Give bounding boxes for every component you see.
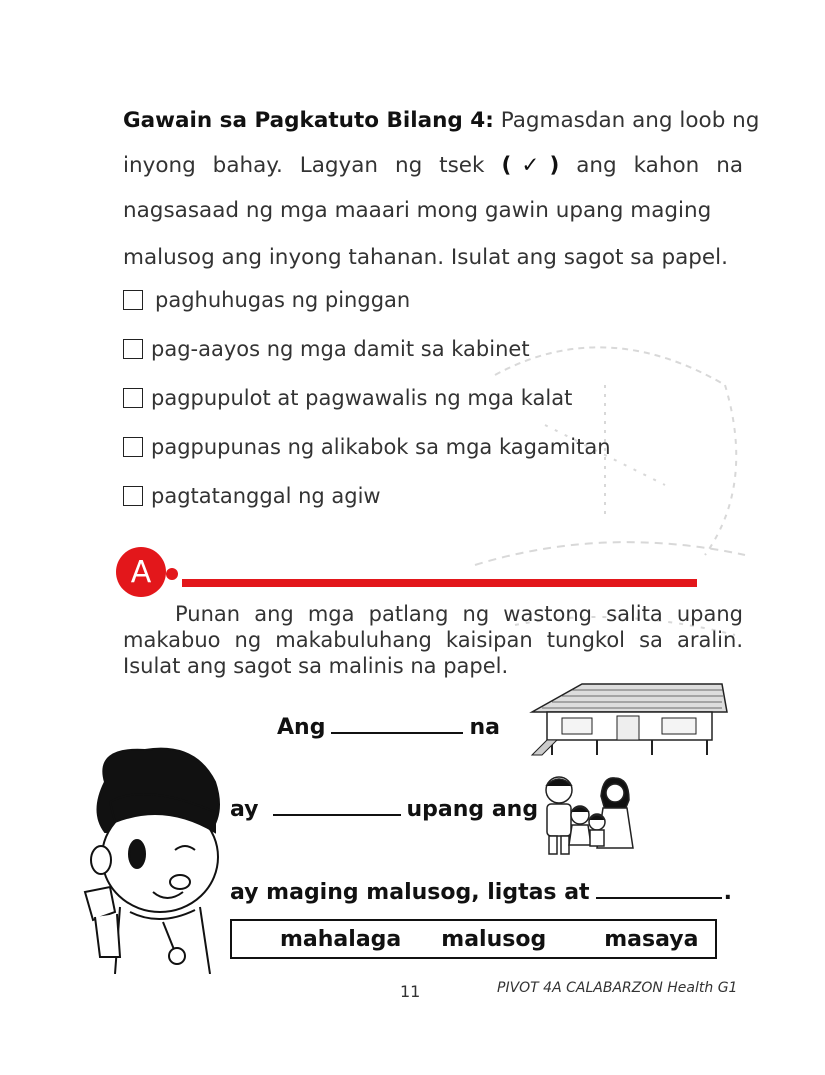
- checklist-item[interactable]: [123, 334, 530, 364]
- footer-source: PIVOT 4A CALABARZON Health G1: [497, 980, 738, 996]
- checklist-item[interactable]: [123, 383, 572, 413]
- checklist-label: paghuhugas ng pinggan: [155, 288, 411, 312]
- instructions-line-1: Punan ang mga patlang ng wastong salita upang: [175, 602, 743, 626]
- section-letter: A: [130, 554, 152, 590]
- instructions: [123, 601, 743, 679]
- word-bank-item: malusog: [441, 926, 547, 952]
- sentence-line-2: [230, 796, 538, 822]
- section-dot: [166, 568, 178, 580]
- check-mark-symbol: (✓): [501, 153, 560, 178]
- instructions-line-3: Isulat ang sagot sa malinis na papel.: [123, 654, 509, 678]
- answer-blank-2[interactable]: [273, 796, 401, 816]
- activity-line-3: nagsasaad ng mga maaari mong gawin upang maging: [123, 198, 712, 223]
- word-bank-item: masaya: [604, 926, 699, 952]
- checkbox[interactable]: [123, 339, 143, 359]
- sentence-part1-b: na: [469, 715, 500, 740]
- activity-line-4: malusog ang inyong tahanan. Isulat ang sagot sa papel.: [123, 245, 728, 270]
- sentence-part2-a: ay: [230, 797, 259, 822]
- word-bank-item: mahalaga: [280, 926, 402, 952]
- family-illustration: [535, 770, 640, 858]
- checklist-label: pagtatanggal ng agiw: [151, 484, 381, 508]
- answer-blank-3[interactable]: [596, 879, 722, 899]
- checklist-item[interactable]: [123, 481, 381, 511]
- section-divider: [182, 579, 697, 587]
- sentence-part1-a: Ang: [277, 715, 326, 740]
- sentence-part3-a: ay maging malusog, ligtas at: [230, 880, 590, 905]
- checklist-label: pagpupulot at pagwawalis ng mga kalat: [151, 386, 573, 410]
- section-a-badge: [116, 547, 166, 597]
- instructions-line-2: makabuo ng makabuluhang kaisipan tungkol sa aralin.: [123, 628, 743, 652]
- word-bank: [230, 919, 717, 959]
- checkbox[interactable]: [123, 290, 143, 310]
- boy-illustration: [75, 742, 235, 974]
- page-number: 11: [400, 982, 421, 1001]
- activity-line-2b: ang kahon na: [576, 153, 743, 178]
- checklist-item[interactable]: [123, 432, 611, 462]
- activity-paragraph: [123, 98, 760, 280]
- sentence-period: .: [723, 880, 732, 905]
- checklist-item[interactable]: [123, 285, 410, 315]
- sentence-line-1: [277, 714, 500, 740]
- house-illustration: [522, 680, 730, 758]
- activity-line-2: [123, 143, 743, 188]
- activity-line-1: [123, 98, 760, 143]
- answer-blank-1[interactable]: [331, 714, 463, 734]
- sentence-line-3: [230, 879, 732, 905]
- sentence-part2-b: upang ang: [406, 797, 539, 822]
- activity-title: Gawain sa Pagkatuto Bilang 4:: [123, 108, 494, 133]
- checkbox[interactable]: [123, 486, 143, 506]
- activity-line-1-text: Pagmasdan ang loob ng: [500, 108, 760, 133]
- activity-line-2a: inyong bahay. Lagyan ng tsek: [123, 153, 485, 178]
- checkbox[interactable]: [123, 437, 143, 457]
- checklist-label: pagpupunas ng alikabok sa mga kagamitan: [151, 435, 611, 459]
- checklist-label: pag-aayos ng mga damit sa kabinet: [151, 337, 530, 361]
- checkbox[interactable]: [123, 388, 143, 408]
